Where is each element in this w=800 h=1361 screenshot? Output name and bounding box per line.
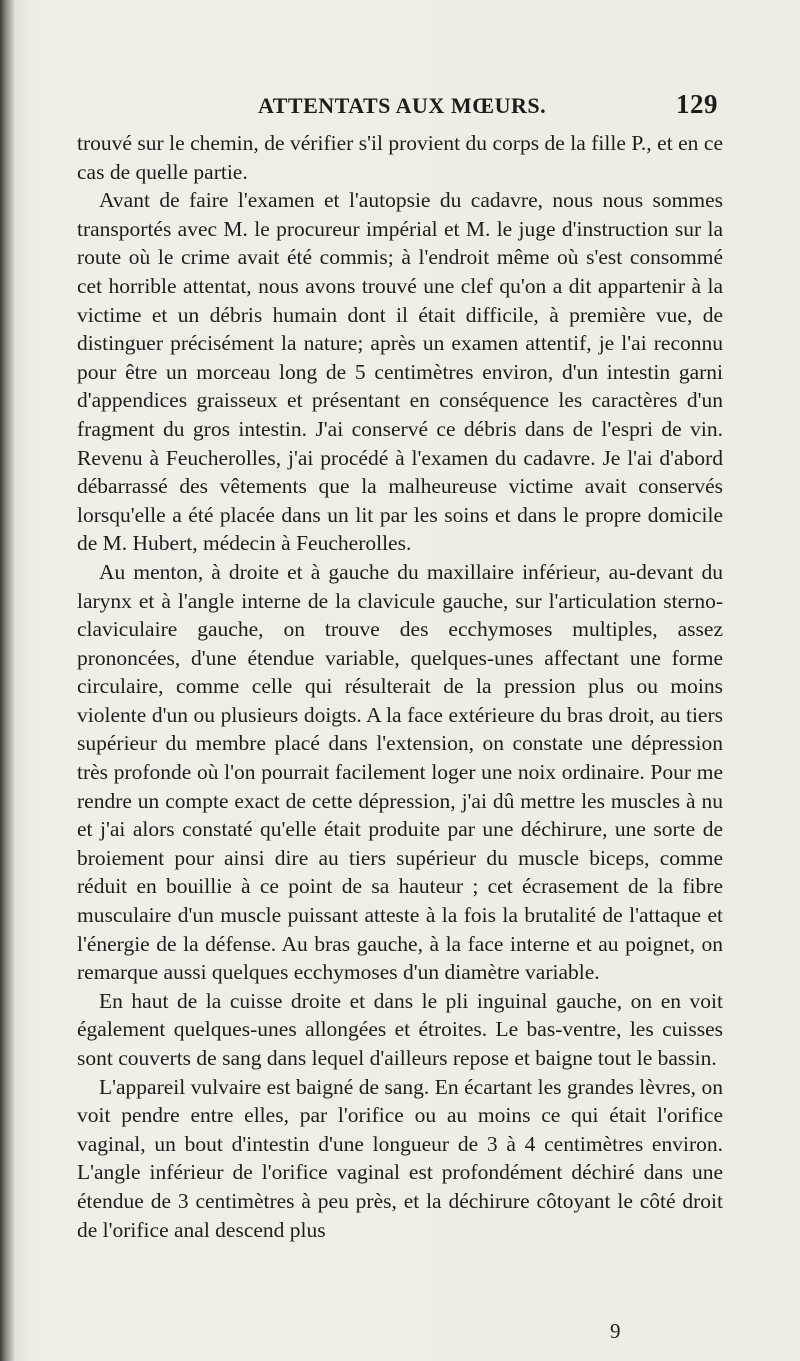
page-gutter-shadow bbox=[0, 0, 14, 1361]
paragraph-4: En haut de la cuisse droite et dans le pli inguinal gauche, on en voit également quelques-unes allongées et étroites. Le bas-ventre, les cuisses sont couverts de sang dans lequel d'ailleurs repose et baigne tout le bassin. bbox=[77, 988, 723, 1070]
paragraph-5: L'appareil vulvaire est baigné de sang. En écartant les grandes lèvres, on voit pendre entre elles, par l'orifice ou au moins ce qui était l'orifice vaginal, un bout d'intestin d'une longueur de 3 à 4 centimètres environ. L'angle inférieur de l'orifice vaginal est profondément déchiré dans une étendue de 3 centimètres à peu près, et la déchirure côtoyant le côté droit de l'orifice anal descend plus bbox=[77, 1074, 723, 1242]
signature-mark: 9 bbox=[610, 1319, 621, 1343]
page-number: 129 bbox=[676, 89, 718, 119]
paragraph-3: Au menton, à droite et à gauche du maxillaire inférieur, au-devant du larynx et à l'angle interne de la clavicule gauche, sur l'articulation sterno-claviculaire gauche, on trouve des ecchymoses multiples, assez prononcées, d'une étendue variable, quelques-unes affectant une forme circulaire, comme celle qui résulterait de la pression plus ou moins violente d'un ou plusieurs doigts. A la face extérieure du bras droit, au tiers supérieur du membre placé dans l'extension, on constate une dépression très profonde où l'on pourrait facilement loger une noix ordinaire. Pour me rendre un compte exact de cette dépression, j'ai dû mettre les muscles à nu et j'ai alors constaté qu'elle était produite par une déchirure, une sorte de broiement pour ainsi dire au tiers supérieur du muscle biceps, comme réduit en bouillie à ce point de sa hauteur ; cet écrasement de la fibre musculaire d'un muscle puissant atteste à la fois la brutalité de l'attaque et l'énergie de la défense. Au bras gauche, à la face interne et au poignet, on remarque aussi quelques ecchymoses d'un diamètre variable. bbox=[77, 559, 723, 985]
paragraph-2: Avant de faire l'examen et l'autopsie du cadavre, nous nous sommes transportés avec M. le procureur impérial et M. le juge d'instruction sur la route où le crime avait été commis; à l'endroit même où s'est consommé cet horrible attentat, nous avons trouvé une clef qu'on a dit appartenir à la victime et un débris humain dont il était difficile, à première vue, de distinguer précisément la nature; après un examen attentif, je l'ai reconnu pour être un morceau long de 5 centimètres environ, d'un intestin garni d'appendices graisseux et présentant en conséquence les caractères d'un fragment du gros intestin. J'ai conservé ce débris dans de l'espri de vin. Revenu à Feucherolles, j'ai procédé à l'examen du cadavre. Je l'ai d'abord débarrassé des vêtements que la malheureuse victime avait conservés lorsqu'elle a été placée dans un lit par les soins et dans le propre domicile de M. Hubert, médecin à Feucherolles. bbox=[77, 188, 723, 556]
body-text bbox=[77, 129, 723, 1244]
header-title: ATTENTATS AUX MŒURS. bbox=[258, 93, 547, 118]
running-header bbox=[258, 89, 718, 125]
paragraph-1: trouvé sur le chemin, de vérifier s'il provient du corps de la fille P., et en ce cas de quelle partie. bbox=[77, 131, 723, 184]
